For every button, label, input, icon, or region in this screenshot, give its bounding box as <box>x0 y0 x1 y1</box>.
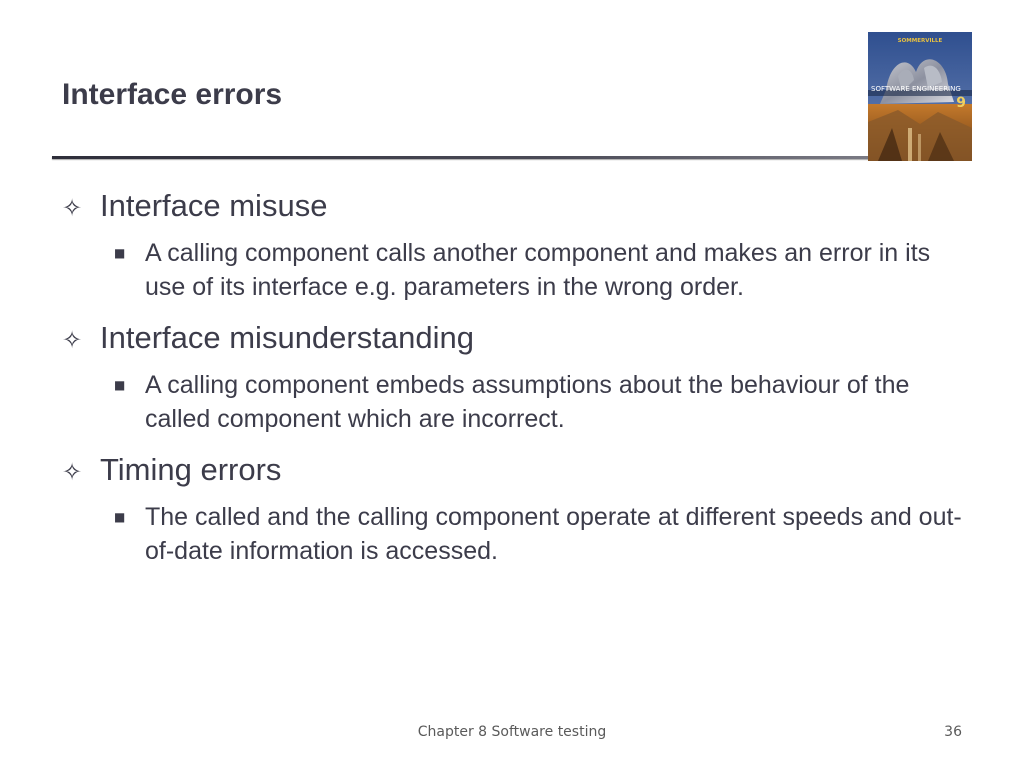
cover-edition: 9 <box>956 95 966 111</box>
title-divider <box>52 156 870 159</box>
slide-content <box>62 186 982 582</box>
diamond-bullet-icon: ✧ <box>62 194 83 222</box>
square-bullet-icon: ■ <box>114 378 126 392</box>
sub-bullet-item <box>114 236 982 304</box>
sub-bullet-item <box>114 500 982 568</box>
bullet-heading: Timing errors <box>100 452 282 487</box>
bullet-item <box>62 450 982 492</box>
page-number: 36 <box>944 724 962 740</box>
diamond-bullet-icon: ✧ <box>62 326 83 354</box>
footer-chapter: Chapter 8 Software testing <box>417 724 607 740</box>
sub-bullet-text: A calling component calls another component and makes an error in its use of its interface e.g. parameters in the wrong order. <box>145 239 931 301</box>
cover-book-title: SOFTWARE ENGINEERING <box>871 85 961 93</box>
bullet-heading: Interface misunderstanding <box>100 320 474 355</box>
diamond-bullet-icon: ✧ <box>62 458 83 486</box>
sub-bullet-item <box>114 368 982 436</box>
cover-author-text: SOMMERVILLE <box>897 38 943 44</box>
bullet-item <box>62 318 982 360</box>
slide-title: Interface errors <box>62 78 283 111</box>
square-bullet-icon: ■ <box>114 510 126 524</box>
book-cover-image <box>868 32 972 161</box>
bullet-heading: Interface misuse <box>100 188 328 223</box>
bullet-item <box>62 186 982 228</box>
sub-bullet-text: A calling component embeds assumptions about the behaviour of the called component which are incorrect. <box>145 371 910 433</box>
square-bullet-icon: ■ <box>114 246 126 260</box>
sub-bullet-text: The called and the calling component operate at different speeds and out-of-date information is accessed. <box>145 503 962 565</box>
